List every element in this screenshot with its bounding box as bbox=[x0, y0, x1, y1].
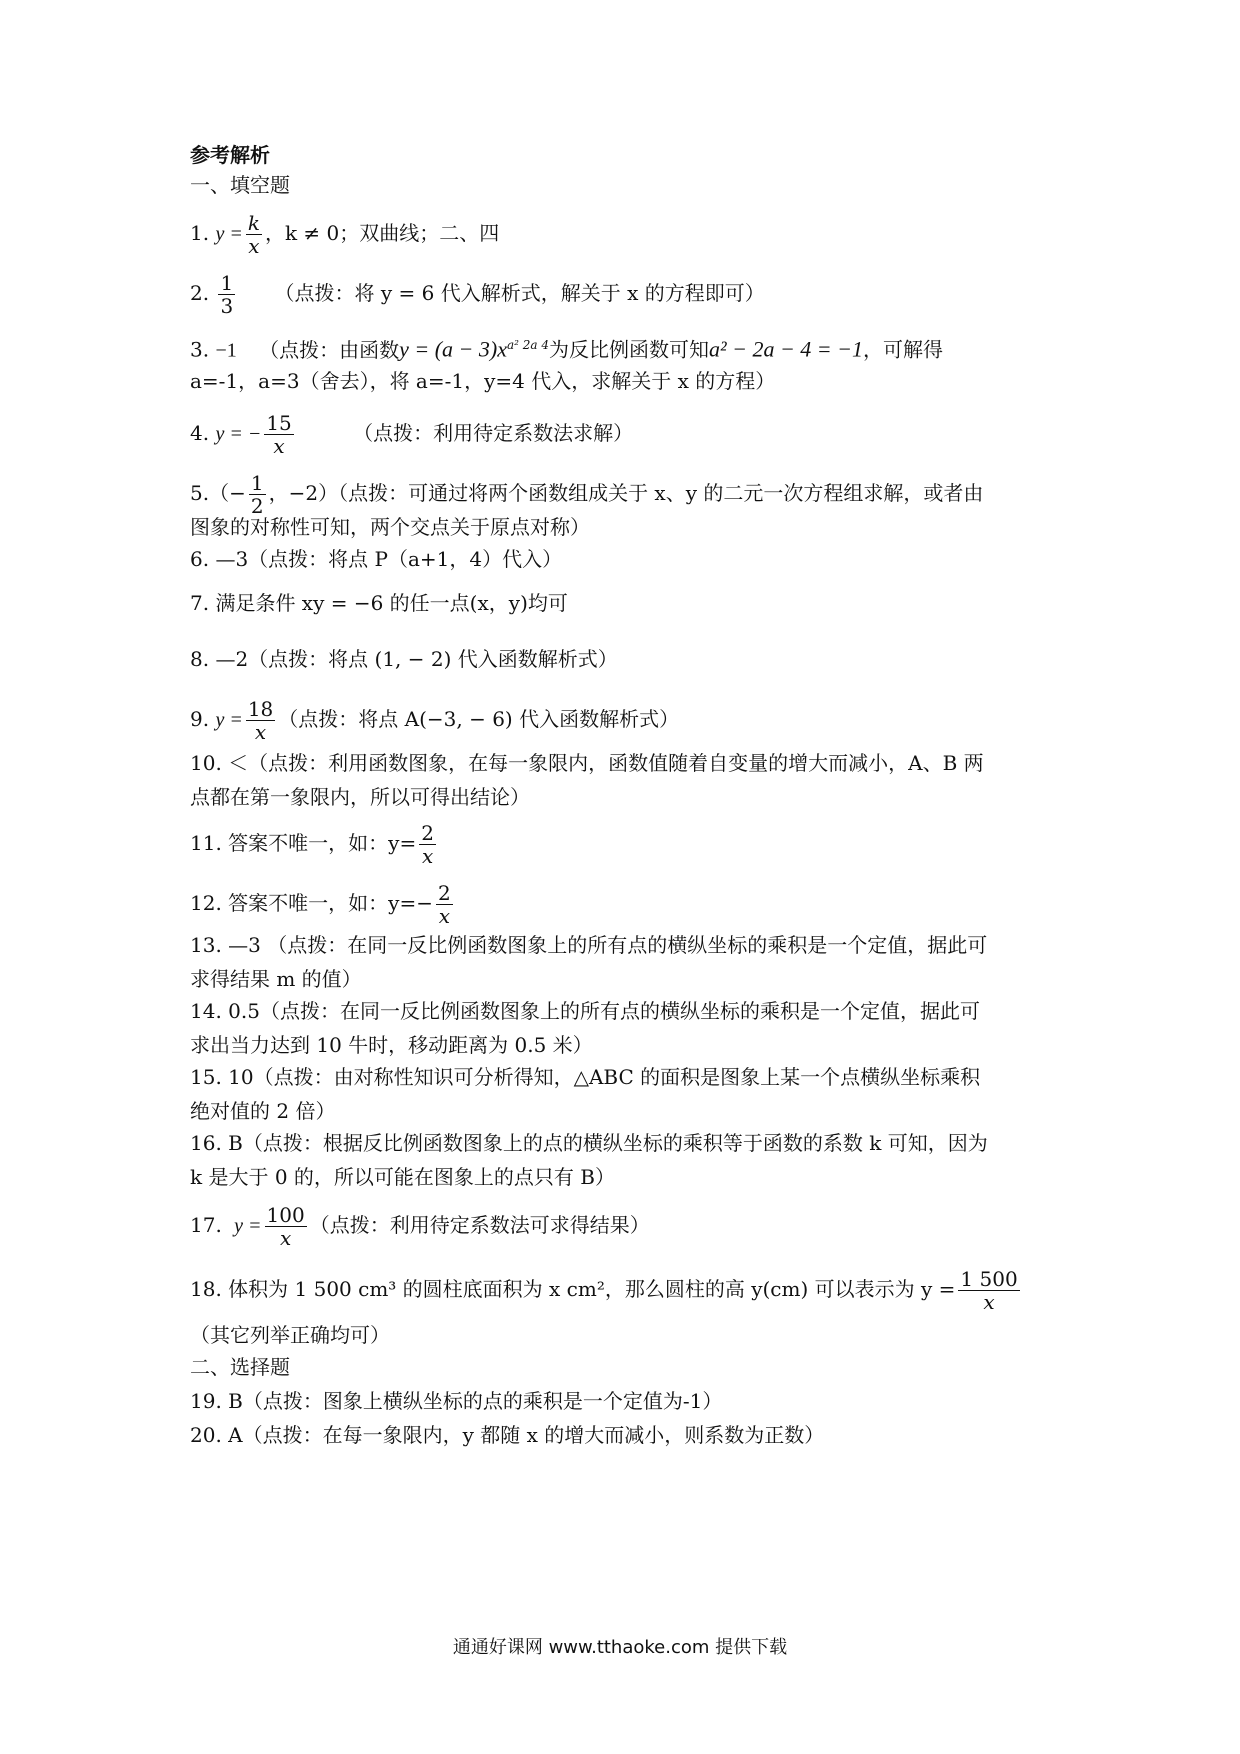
answer-7: 7. 满足条件 xy = −6 的任一点(x，y)均可 bbox=[190, 591, 568, 615]
answer-19: 19. B（点拨：图象上横纵坐标的点的乘积是一个定值为-1） bbox=[190, 1389, 723, 1413]
answer-3: 3. −1 （点拨：由函数$y = (a - 3)x^{a^2 2a 4}$为反比例函数可知a² − 2a − 4 = −1，可解得 bbox=[190, 336, 943, 362]
answer-18: 18. 体积为 1 500 cm³ 的圆柱底面积为 x cm²，那么圆柱的高 y(cm) 可以表示为 y = $\frac{1 500}{x}$ bbox=[190, 1267, 1018, 1314]
footer-credit: 通通好课网 www.tthaoke.com 提供下载 bbox=[452, 1637, 788, 1658]
answer-12: 12. 答案不唯一，如：y=− $\frac{2}{x}$ bbox=[190, 881, 451, 928]
answer-1: 1. y = $\frac{k}{x}$ ，k ≠ 0；双曲线；二、四 bbox=[190, 211, 500, 258]
answer-18-cont: （其它列举正确均可） bbox=[190, 1323, 390, 1347]
answer-10-cont: 点都在第一象限内，所以可得出结论） bbox=[190, 785, 530, 809]
answer-20: 20. A（点拨：在每一象限内，y 都随 x 的增大而减小，则系数为正数） bbox=[190, 1423, 825, 1447]
answer-3-cont: a=-1，a=3（舍去），将 a=-1，y=4 代入，求解关于 x 的方程） bbox=[190, 369, 776, 393]
answer-2: 2. $\frac{1}{3}$ （点拨：将 y = 6 代入解析式，解关于 x 的方程即可） bbox=[190, 271, 765, 318]
answer-6: 6. —3（点拨：将点 P（a+1，4）代入） bbox=[190, 547, 563, 571]
answer-13: 13. —3 （点拨：在同一反比例函数图象上的所有点的横纵坐标的乘积是一个定值，据此可 bbox=[190, 933, 988, 957]
section-fill-blank: 一、填空题 bbox=[190, 173, 290, 197]
answer-14-cont: 求出当力达到 10 牛时，移动距离为 0.5 米） bbox=[190, 1033, 593, 1057]
answer-15-cont: 绝对值的 2 倍） bbox=[190, 1099, 336, 1123]
answer-8: 8. —2（点拨：将点 (1, − 2) 代入函数解析式） bbox=[190, 647, 618, 671]
page-title: 参考解析 bbox=[190, 143, 270, 167]
answer-13-cont: 求得结果 m 的值） bbox=[190, 967, 362, 991]
answer-15: 15. 10（点拨：由对称性知识可分析得知，△ABC 的面积是图象上某一个点横纵坐标乘积 bbox=[190, 1065, 981, 1089]
answer-11: 11. 答案不唯一，如：y= $\frac{2}{x}$ bbox=[190, 821, 434, 868]
answer-4: 4. y = − $\frac{15}{x}$ （点拨：利用待定系数法求解） bbox=[190, 411, 634, 458]
answer-17: 17. y = $\frac{100}{x}$ （点拨：利用待定系数法可求得结果） bbox=[190, 1203, 650, 1250]
answer-5: 5.（− $\frac{1}{2}$ ，−2）（点拨：可通过将两个函数组成关于 x、y 的二元一次方程组求解，或者由 bbox=[190, 471, 984, 518]
answer-16-cont: k 是大于 0 的，所以可能在图象上的点只有 B） bbox=[190, 1165, 615, 1189]
answer-10: 10. ＜（点拨：利用函数图象，在每一象限内，函数值随着自变量的增大而减小，A、B 两 bbox=[190, 751, 984, 775]
answer-16: 16. B（点拨：根据反比例函数图象上的点的横纵坐标的乘积等于函数的系数 k 可知，因为 bbox=[190, 1131, 988, 1155]
section-choice: 二、选择题 bbox=[190, 1355, 290, 1379]
answer-5-cont: 图象的对称性可知，两个交点关于原点对称） bbox=[190, 515, 590, 539]
answer-9: 9. y = $\frac{18}{x}$ （点拨：将点 A(−3, − 6) 代入函数解析式） bbox=[190, 697, 680, 744]
answer-14: 14. 0.5（点拨：在同一反比例函数图象上的所有点的横纵坐标的乘积是一个定值，据此可 bbox=[190, 999, 980, 1023]
